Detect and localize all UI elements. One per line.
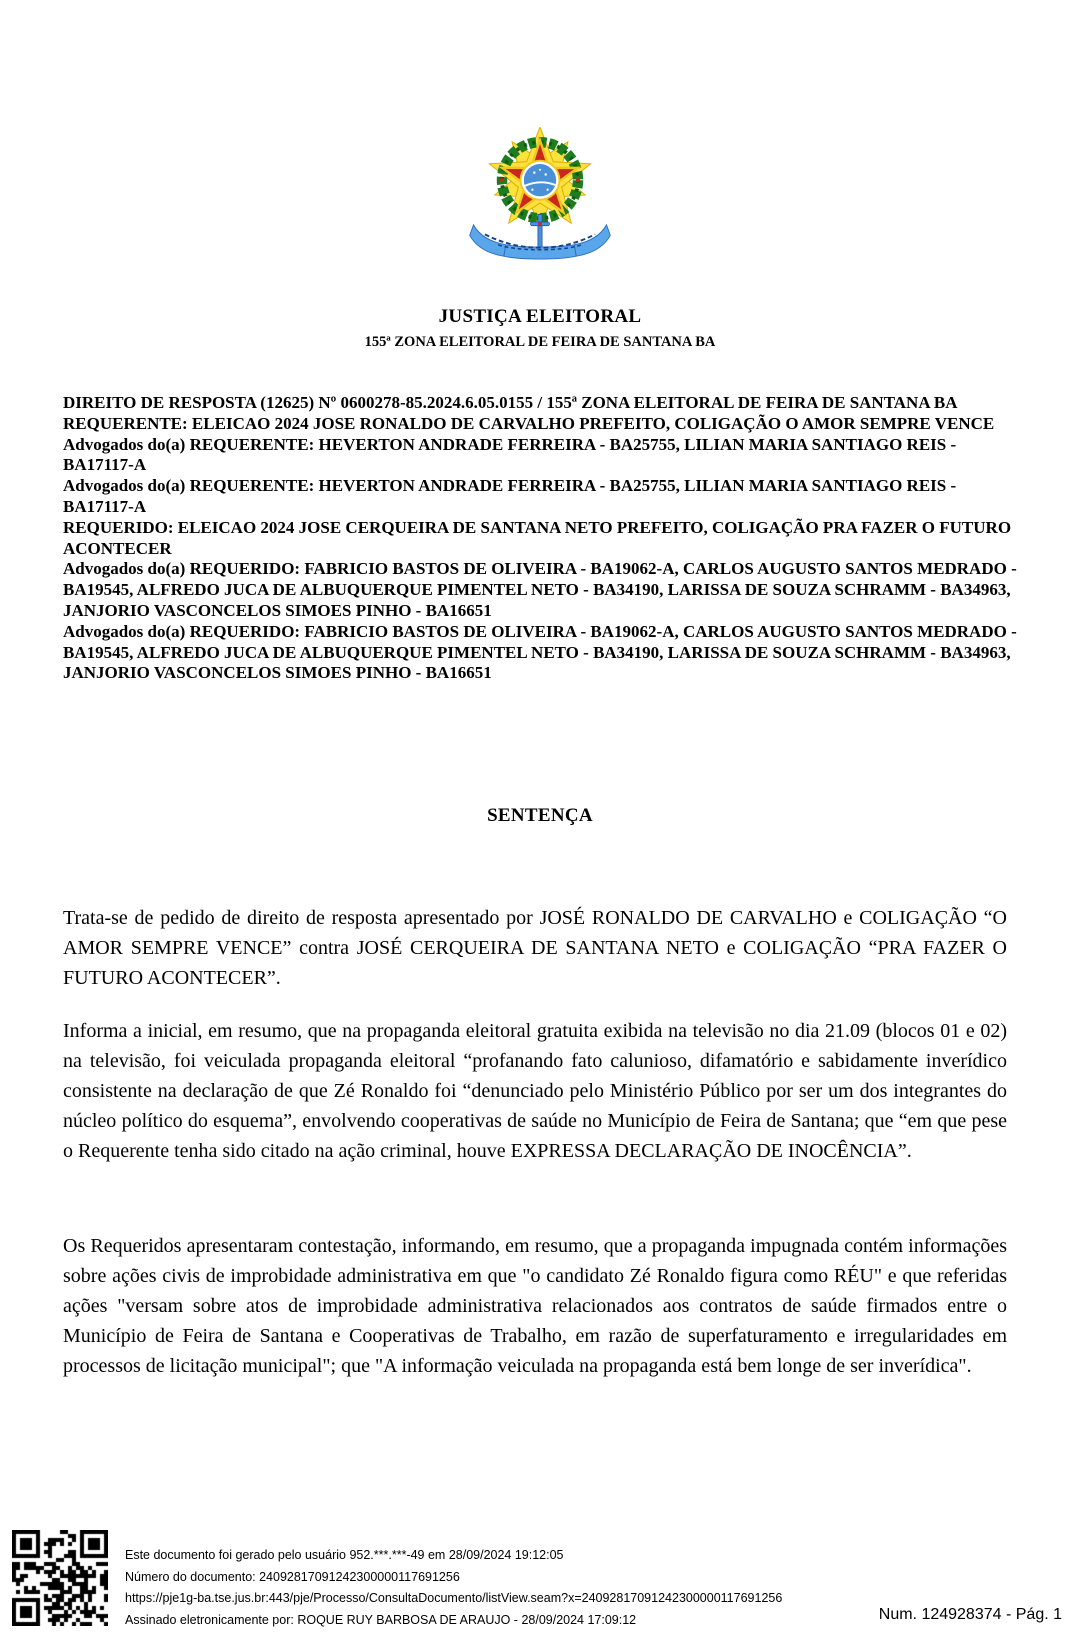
requerido-line: REQUERIDO: ELEICAO 2024 JOSE CERQUEIRA DE SANTANA NETO PREFEITO, COLIGAÇÃO PRA FAZER O FUTURO ACONTECER (63, 517, 1012, 558)
brazil-coat-of-arms-icon (464, 127, 616, 260)
body-paragraph: Os Requeridos apresentaram contestação, informando, em resumo, que a propaganda impugnada contém informações sobre ações civis de improbidade administrativa em que "o candidato Zé Ronaldo figura como RÉU" e que referidas ações "versam sobre atos de improbidade administrativa relacionados aos contratos de saúde firmados entre o Município de Feira de Santana e Cooperativas de Trabalho, em razão de superfaturamento e irregularidades em processos de licitação municipal"; que "A informação veiculada na propaganda está bem longe de ser inverídica". (63, 1235, 1007, 1377)
page-number: Num. 124928374 - Pág. 1 (878, 1606, 1062, 1623)
qr-code (12, 1530, 108, 1626)
requerido-lawyers-line: Advogados do(a) REQUERIDO: FABRICIO BASTOS DE OLIVEIRA - BA19062-A, CARLOS AUGUSTO SANTOS MEDRADO - BA19545, ALFREDO JUCA DE ALBUQUERQUE PIMENTEL NETO - BA34190, LARISSA DE SOUZA SCHRAMM - BA34963, JANJORIO VASCONCELOS SIMOES PINHO - BA16651 (63, 559, 1017, 620)
body-paragraph: Informa a inicial, em resumo, que na propaganda eleitoral gratuita exibida na televisão no dia 21.09 (blocos 01 e 02) na televisão, foi veiculada propaganda eleitoral “profanando fato calunioso, difamatório e sabidamente inverídico consistente na declaração de que Zé Ronaldo foi “denunciado pelo Ministério Público por ser um dos integrantes do núcleo político do esquema”, envolvendo cooperativas de saúde no Município de Feira de Santana; que “em que pese o Requerente tenha sido citado na ação criminal, houve EXPRESSA DECLARAÇÃO DE INOCÊNCIA”. (63, 1020, 1007, 1162)
requerido-lawyers-line: Advogados do(a) REQUERIDO: FABRICIO BASTOS DE OLIVEIRA - BA19062-A, CARLOS AUGUSTO SANTOS MEDRADO - BA19545, ALFREDO JUCA DE ALBUQUERQUE PIMENTEL NETO - BA34190, LARISSA DE SOUZA SCHRAMM - BA34963, JANJORIO VASCONCELOS SIMOES PINHO - BA16651 (63, 621, 1017, 683)
requerente-lawyers-line: Advogados do(a) REQUERENTE: HEVERTON ANDRADE FERREIRA - BA25755, LILIAN MARIA SANTIAGO REIS - BA17117-A (63, 434, 957, 475)
footer-signature-line: Assinado eletronicamente por: ROQUE RUY BARBOSA DE ARAUJO - 28/09/2024 17:09:12 (125, 1612, 637, 1627)
footer-generated-line: Este documento foi gerado pelo usuário 952.***.***-49 em 28/09/2024 19:12:05 (125, 1548, 564, 1562)
sentence-heading: SENTENÇA (487, 805, 593, 826)
case-number-line: DIREITO DE RESPOSTA (12625) Nº 0600278-85.2024.6.05.0155 / 155ª ZONA ELEITORAL DE FEIRA DE SANTANA BA (63, 393, 958, 412)
footer-docnumber-line: Número do documento: 24092817091242300000117691256 (125, 1569, 460, 1584)
footer-url-line: https://pje1g-ba.tse.jus.br:443/pje/Processo/ConsultaDocumento/listView.seam?x=24092817091242300000117691256 (125, 1591, 783, 1605)
body-paragraph: Trata-se de pedido de direito de resposta apresentado por JOSÉ RONALDO DE CARVALHO e COLIGAÇÃO “O AMOR SEMPRE VENCE” contra JOSÉ CERQUEIRA DE SANTANA NETO e COLIGAÇÃO “PRA FAZER O FUTURO ACONTECER”. (63, 907, 1007, 989)
footer-metadata (125, 1545, 782, 1631)
org-title: JUSTIÇA ELEITORAL (438, 306, 642, 327)
org-subtitle: 155ª ZONA ELEITORAL DE FEIRA DE SANTANA BA (364, 334, 716, 350)
requerente-line: REQUERENTE: ELEICAO 2024 JOSE RONALDO DE CARVALHO PREFEITO, COLIGAÇÃO O AMOR SEMPRE VENCE (63, 413, 995, 433)
case-info-block (63, 393, 1021, 684)
requerente-lawyers-line: Advogados do(a) REQUERENTE: HEVERTON ANDRADE FERREIRA - BA25755, LILIAN MARIA SANTIAGO REIS - BA17117-A (63, 476, 957, 516)
